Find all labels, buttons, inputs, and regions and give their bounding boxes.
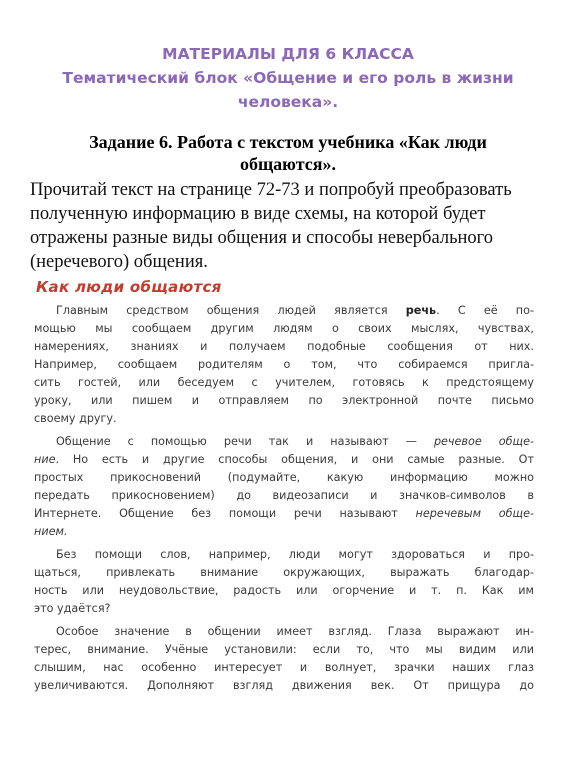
excerpt-line: простых прикосновений (подумайте, какую информацию можно [34,471,534,484]
excerpt-line: Без помощи слов, например, люди могут здороваться и про- [56,548,534,561]
excerpt-line: ние. Но есть и другие способы общения, и они самые разные. От [34,453,534,466]
excerpt-line: своему другу. [34,412,117,425]
excerpt-paragraph-1 [34,302,534,428]
excerpt-line: терес, внимание. Учёные установили: если то, что мы видим или [34,643,534,656]
excerpt-text [34,302,534,700]
excerpt-line: Интернете. Общение без помощи речи называют неречевым обще- [34,507,534,520]
task-body-line-2: полученную информацию в виде схемы, на которой будет [30,204,486,224]
excerpt-line: это удаётся? [34,602,111,615]
excerpt-line: намерениях, знаниях и получаем подобные сообщения от них. [34,340,534,353]
task-body-line-3: отражены разные виды общения и способы невербального [30,228,494,248]
excerpt-line: Особое значение в общении имеет взгляд. Глаза выражают ин- [56,625,534,638]
excerpt-line: сить гостей, или беседуем с учителем, готовясь к предстоящему [34,376,534,389]
task-title-line-1: Задание 6. Работа с текстом учебника «Как люди [89,132,487,152]
excerpt-line: нием. [34,525,68,538]
excerpt-line: уроку, или пишем и отправляем по электронной почте письмо [34,394,534,407]
excerpt-line: Главным средством общения людей является речь. С её по- [56,304,534,317]
excerpt-line: передать прикосновением) до видеозаписи и значков-символов в [34,489,534,502]
excerpt-paragraph-2 [34,433,534,541]
materials-header [20,42,556,114]
excerpt-line: увеличиваются. Дополняют взгляд движения век. От прищура до [34,679,534,692]
excerpt-heading: Как люди общаются [36,278,222,296]
task-instructions [30,178,560,274]
excerpt-line: слышим, нас особенно интересует и волнует, зрачки наших глаз [34,661,534,674]
task-body-line-1: Прочитай текст на странице 72-73 и попробуй преобразовать [30,180,512,200]
excerpt-line: щаться, привлекать внимание окружающих, выражать благодар- [34,566,534,579]
task-title [40,131,536,175]
textbook-excerpt [34,278,546,708]
header-line-2: Тематический блок «Общение и его роль в жизни [62,69,514,87]
excerpt-line: Общение с помощью речи так и называют — речевое обще- [56,435,534,448]
excerpt-line: ность или неудовольствие, радость или огорчение и т. п. Как им [34,584,534,597]
header-line-1: МАТЕРИАЛЫ ДЛЯ 6 КЛАССА [162,45,414,63]
excerpt-line: мощью мы сообщаем другим людям о своих мыслях, чувствах, [34,322,534,335]
excerpt-line: Например, сообщаем родителям о том, что собираемся пригла- [34,358,534,371]
header-line-3: человека». [237,93,339,111]
excerpt-paragraph-3 [34,546,534,618]
excerpt-paragraph-4 [34,623,534,695]
task-title-line-2: общаются». [239,154,336,174]
task-body-line-4: (неречевого) общения. [30,252,208,272]
